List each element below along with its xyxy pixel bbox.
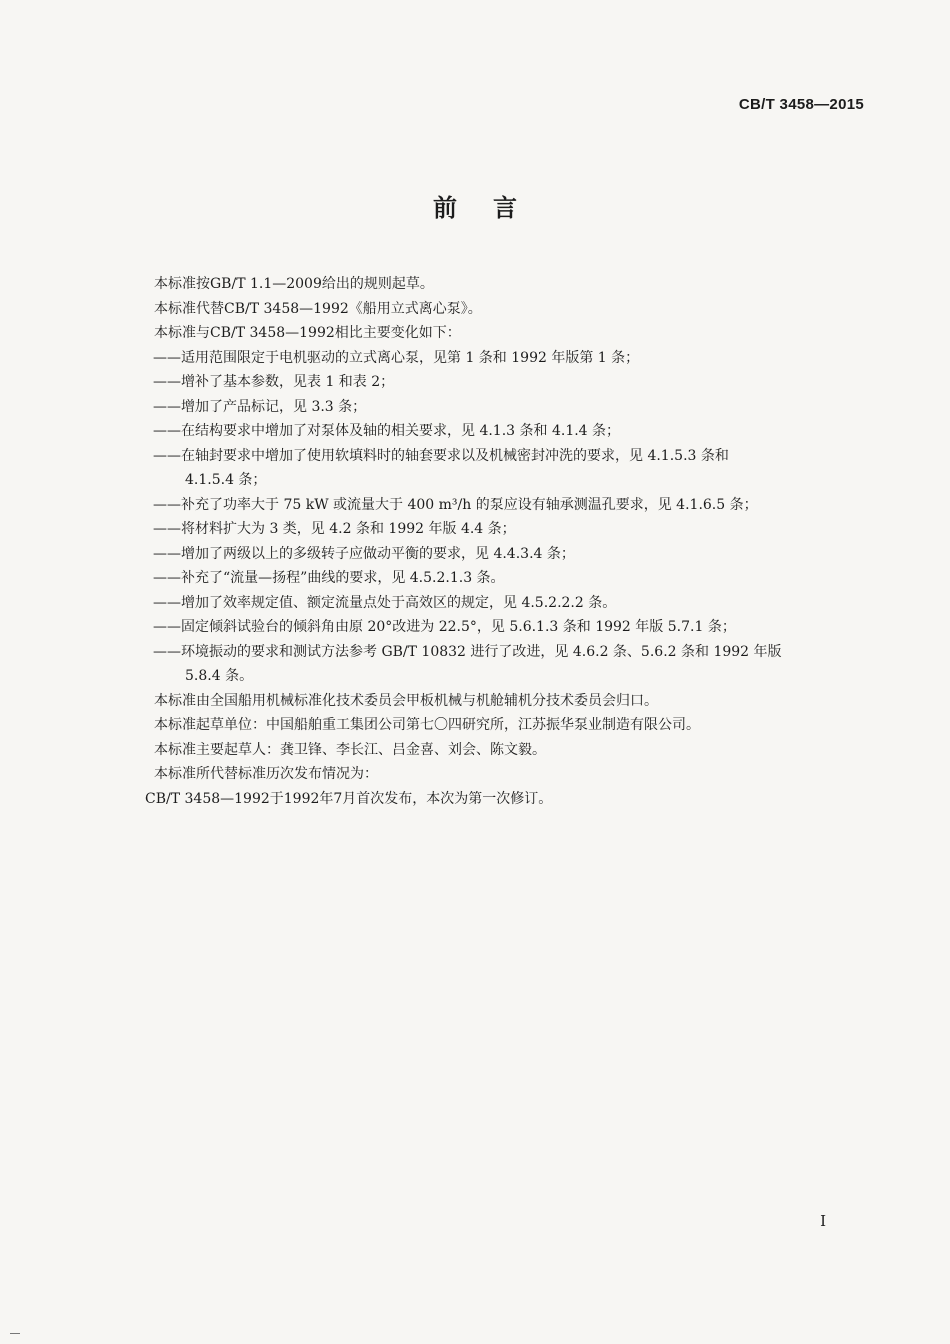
change-item: ——固定倾斜试验台的倾斜角由原 20°改进为 22.5°，见 5.6.1.3 条和 1992 年版 5.7.1 条；	[153, 619, 736, 635]
page-title: 前言	[433, 194, 553, 222]
page-number: I	[820, 1212, 826, 1230]
paragraph-drafting-units: 本标准起草单位：中国船舶重工集团公司第七〇四研究所，江苏振华泵业制造有限公司。	[154, 717, 700, 733]
paragraph-drafters: 本标准主要起草人：龚卫锋、李长江、吕金喜、刘会、陈文毅。	[154, 741, 546, 758]
paragraph-drafting-rules: 本标准按GB/T 1.1—2009给出的规则起草。	[154, 276, 434, 292]
paragraph-history-intro: 本标准所代替标准历次发布情况为：	[154, 766, 378, 782]
paragraph-committee: 本标准由全国船用机械标准化技术委员会甲板机械与机舱辅机分技术委员会归口。	[154, 692, 658, 709]
document-code: CB/T 3458—2015	[738, 96, 864, 113]
change-item: ——补充了功率大于 75 kW 或流量大于 400 m³/h 的泵应设有轴承测温孔要求，见 4.1.6.5 条；	[153, 496, 758, 513]
preface-body	[145, 272, 870, 811]
change-item-continuation: 5.8.4 条。	[185, 668, 254, 684]
paragraph-replaces: 本标准代替CB/T 3458—1992《船用立式离心泵》。	[154, 300, 482, 317]
change-item: ——将材料扩大为 3 类，见 4.2 条和 1992 年版 4.4 条；	[153, 521, 516, 537]
scan-corner-mark	[10, 1333, 20, 1334]
change-item: ——增加了产品标记，见 3.3 条；	[153, 398, 367, 415]
change-item: ——增补了基本参数，见表 1 和表 2；	[153, 374, 395, 390]
paragraph-history: CB/T 3458—1992于1992年7月首次发布，本次为第一次修订。	[145, 790, 553, 807]
change-item-continuation: 4.1.5.4 条；	[185, 472, 267, 488]
change-item: ——补充了“流量—扬程”曲线的要求，见 4.5.2.1.3 条。	[153, 570, 505, 586]
change-item: ——在轴封要求中增加了使用软填料时的轴套要求以及机械密封冲洗的要求，见 4.1.5.3 条和	[153, 447, 729, 464]
change-item: ——环境振动的要求和测试方法参考 GB/T 10832 进行了改进，见 4.6.2 条、5.6.2 条和 1992 年版	[153, 643, 782, 660]
change-item: ——适用范围限定于电机驱动的立式离心泵，见第 1 条和 1992 年版第 1 条；	[153, 349, 640, 366]
change-item: ——在结构要求中增加了对泵体及轴的相关要求，见 4.1.3 条和 4.1.4 条；	[153, 423, 621, 439]
change-item: ——增加了效率规定值、额定流量点处于高效区的规定，见 4.5.2.2.2 条。	[153, 594, 617, 611]
change-item: ——增加了两级以上的多级转子应做动平衡的要求，见 4.4.3.4 条；	[153, 545, 575, 562]
paragraph-changes-intro: 本标准与CB/T 3458—1992相比主要变化如下：	[154, 325, 461, 341]
